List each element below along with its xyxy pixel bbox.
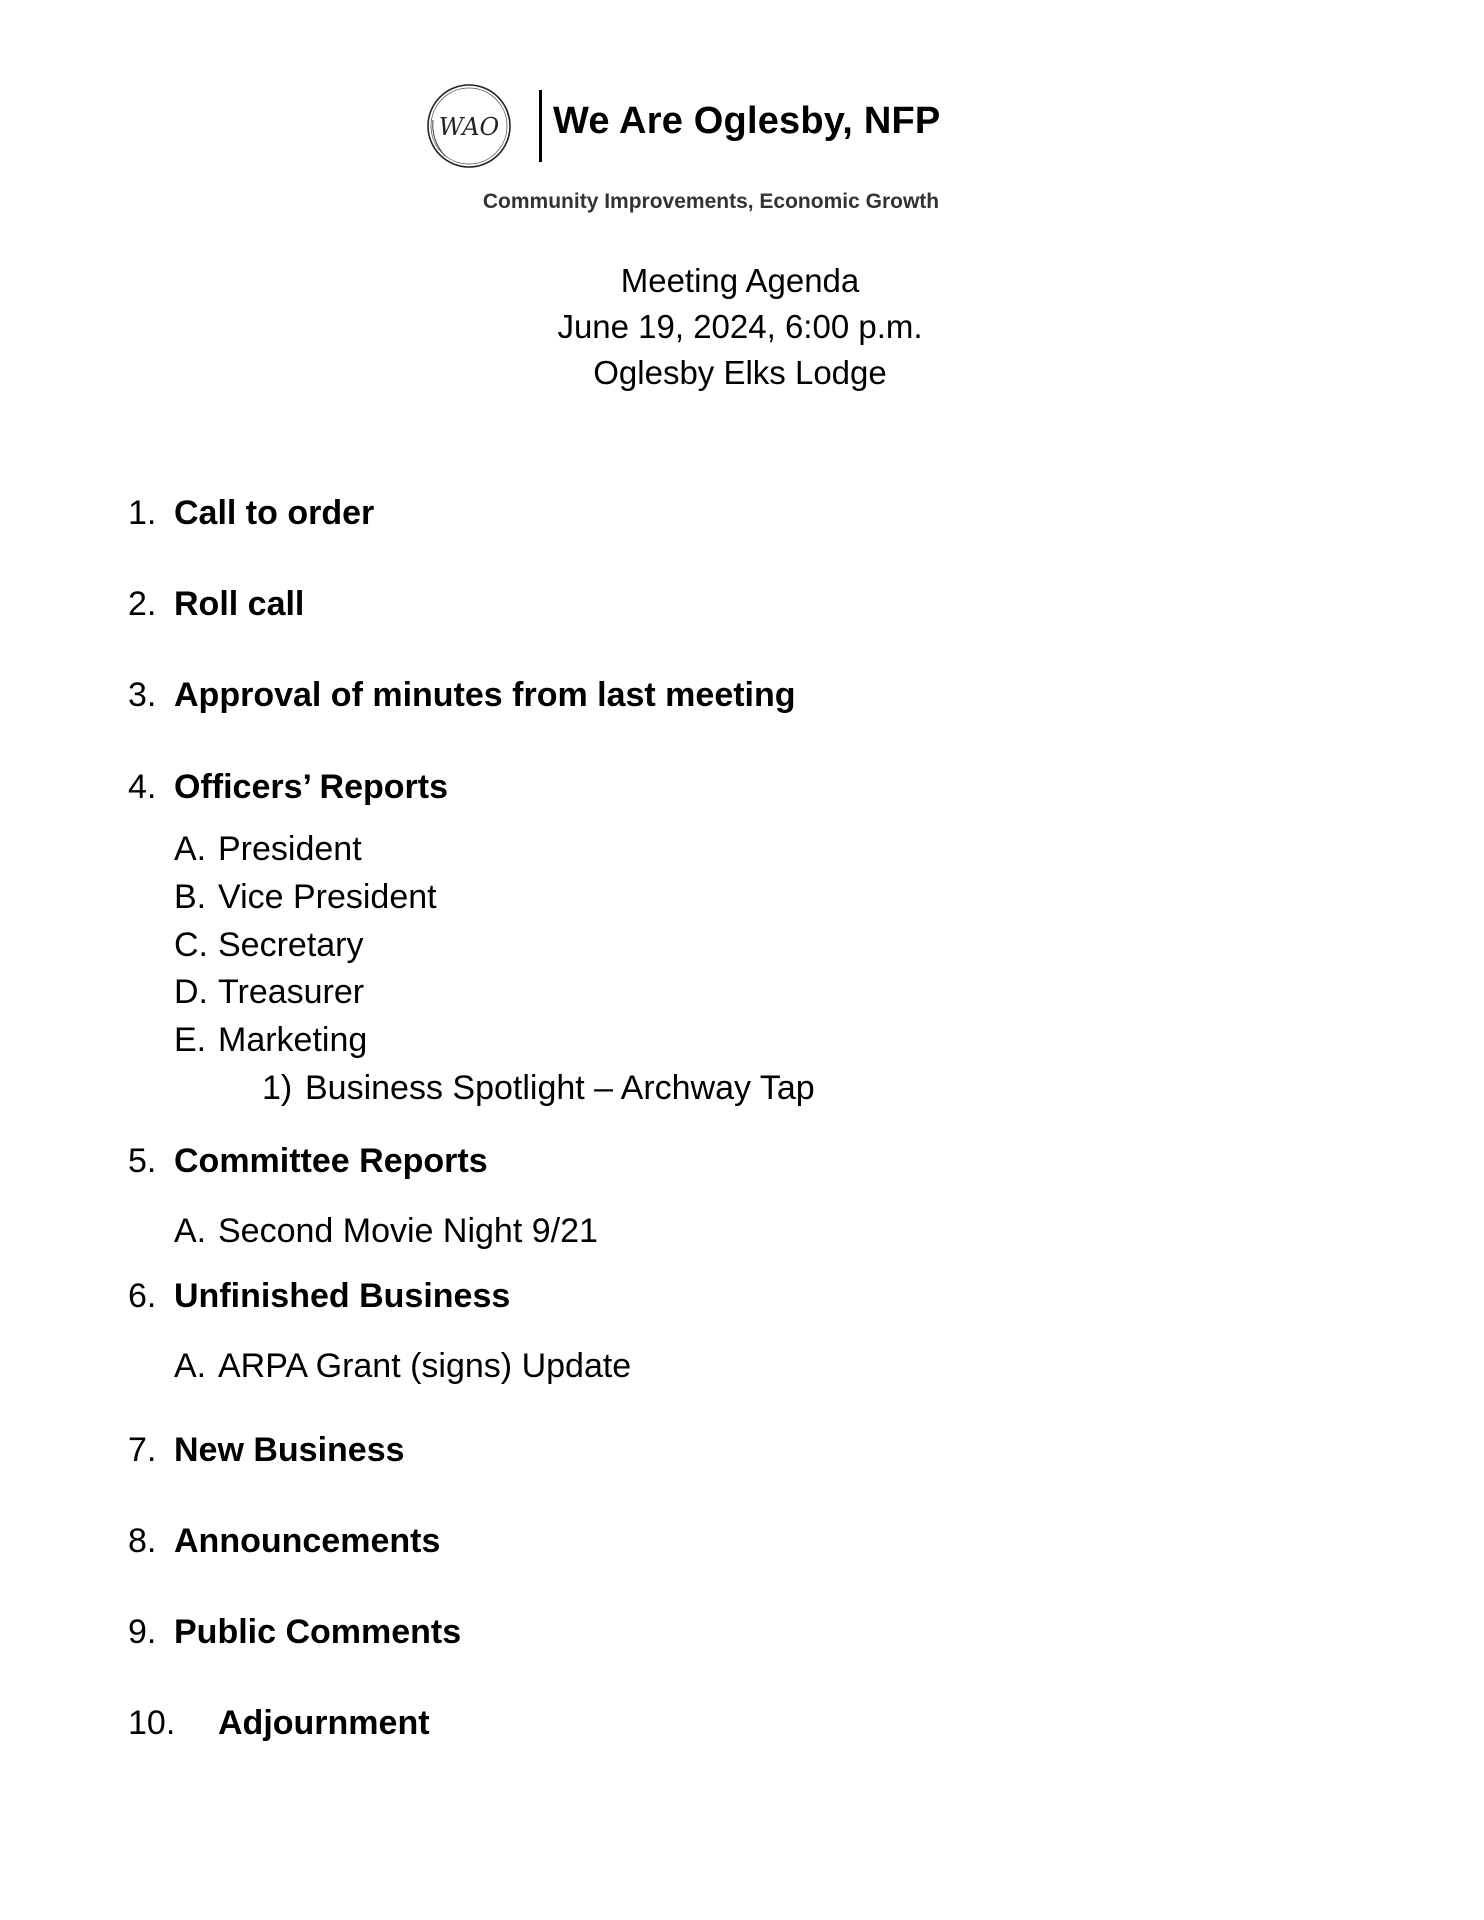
subitem-letter: A. [174,1212,207,1250]
subitem-letter: E. [174,1021,207,1059]
meeting-title: Meeting Agenda [620,262,860,299]
agenda-number: 10. [128,1704,176,1742]
agenda-number: 7. [128,1431,157,1469]
agenda-number: 3. [128,676,157,714]
subitem-label: Treasurer [218,973,365,1011]
subitem-label: Secretary [218,926,364,964]
agenda-label: Unfinished Business [174,1277,511,1315]
subitem-label: Marketing [218,1021,368,1059]
agenda-label: Officers’ Reports [174,768,448,806]
meeting-datetime: June 19, 2024, 6:00 p.m. [557,308,923,345]
agenda-label: Approval of minutes from last meeting [174,676,796,714]
agenda-label: Call to order [174,494,375,532]
subitem-letter: D. [174,973,208,1011]
agenda-number: 4. [128,768,157,806]
agenda-label: Adjournment [218,1704,430,1742]
agenda-number: 5. [128,1142,157,1180]
agenda-number: 9. [128,1613,157,1651]
agenda-label: New Business [174,1431,405,1469]
wao-logo [423,80,515,172]
meeting-info [0,258,1484,396]
subitem-label: Vice President [218,878,437,916]
agenda-label: Roll call [174,585,305,623]
tagline [0,190,1484,214]
agenda-number: 2. [128,585,157,623]
subitem-label: ARPA Grant (signs) Update [218,1347,632,1385]
subsubitem-number: 1) [262,1069,293,1107]
agenda-label: Committee Reports [174,1142,488,1180]
wao-logo-seal [423,80,515,172]
agenda-label: Announcements [174,1522,441,1560]
logo-text: WAO [438,113,500,141]
subitem-letter: A. [174,830,207,868]
subitem-label: President [218,830,362,868]
agenda-label: Public Comments [174,1613,462,1651]
tagline-text: Community Improvements, Economic Growth [482,190,940,213]
agenda-number: 6. [128,1277,157,1315]
subitem-letter: C. [174,926,208,964]
agenda-number: 8. [128,1522,157,1560]
subitem-letter: B. [174,878,207,916]
org-name: We Are Oglesby, NFP [553,100,941,142]
agenda-number: 1. [128,494,157,532]
subsubitem-label: Business Spotlight – Archway Tap [305,1069,815,1107]
header-divider [539,90,542,162]
subitem-label: Second Movie Night 9/21 [218,1212,598,1250]
subitem-letter: A. [174,1347,207,1385]
meeting-location: Oglesby Elks Lodge [593,354,887,391]
